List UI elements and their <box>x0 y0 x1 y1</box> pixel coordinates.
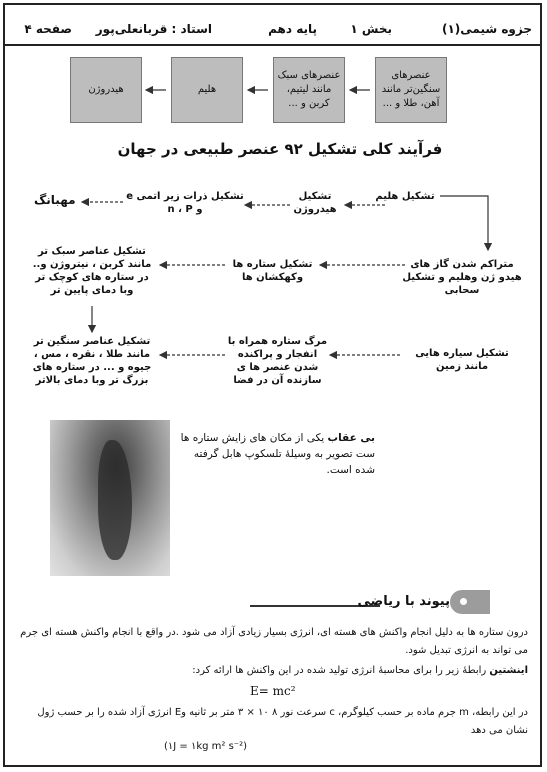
node-stars: تشکیل ستاره ها وکهکشان ها <box>232 259 313 283</box>
arrow-d4 <box>440 196 488 250</box>
equation: E= mc² <box>250 684 296 698</box>
node-planets: تشکیل سیاره هایی مانند زمین <box>415 348 509 372</box>
einstein-name: اینشتین <box>489 665 528 676</box>
unit-definition: (۱J = ۱kg m² s⁻²) <box>164 741 247 752</box>
caption-bold: بی عقاب <box>327 432 375 444</box>
flow-box-helium: هلیم <box>171 57 243 123</box>
node-helium: تشکیل هلیم <box>375 191 435 202</box>
diagram-title: فرآیند کلی تشکیل ۹۲ عنصر طبیعی در جهان <box>117 140 443 158</box>
node-light-elements: تشکیل عناصر سبک تر مانند کربن ، نیتروژن و.. در ستاره های کوچک تر وبا دمای پایین تر <box>32 246 152 296</box>
flow-box-light: عنصرهای سبک مانند لیتیم، کربن و ... <box>273 57 345 123</box>
section-heading <box>250 590 490 614</box>
flow-box-hydrogen: هیدروژن <box>70 57 142 123</box>
grade-label: پایه دهم <box>268 22 317 36</box>
tag-icon <box>450 590 490 614</box>
eagle-nebula-image <box>50 420 170 576</box>
node-hydrogen: تشکیل هیدروژن <box>293 191 337 215</box>
section-label: بخش ۱ <box>350 22 392 36</box>
teacher-label: استاد : قربانعلی‌پور <box>95 22 212 36</box>
section-title: پیوند با ریاضی <box>357 594 450 609</box>
flow-box-heavy: عنصرهای سنگین‌تر مانند آهن، طلا و ... <box>375 57 447 123</box>
node-heavy-elements: تشکیل عناصر سنگین تر مانند طلا ، نقره ، مس ، جیوه و ... در ستاره های بزرگ تر وبا دمای بالاتر <box>32 336 152 386</box>
booklet-title: جزوه شیمی(۱) <box>441 22 532 36</box>
node-subatomic: تشکیل ذرات زیر اتمی e و n ، P <box>126 191 244 215</box>
image-caption <box>175 430 375 478</box>
caption-text: یکی از مکان های زایش ستاره ها ست تصویر به وسیلهٔ تلسکوپ هابل گرفته شده است. <box>180 432 375 476</box>
paragraph-3: در این رابطه، m جرم ماده بر حسب کیلوگرم، c سرعت نور ۸ ۱۰ × ۳ متر بر ثانیه وE انرژی آزاد شده را بر حسب ژول نشان می دهد <box>37 707 528 736</box>
node-nebula: متراکم شدن گاز های هیدو ژن وهلیم و تشکیل سحابی <box>402 259 522 296</box>
node-big-bang: مهبانگ <box>34 193 76 207</box>
paragraph-2 <box>14 662 528 680</box>
node-star-death: مرگ ستاره همراه با انفجار و پراکنده شدن عنصر ها ی سازنده آن در فضا <box>227 336 328 386</box>
page-number: صفحه ۴ <box>24 22 72 36</box>
paragraph-2-text: رابطهٔ زیر را برای محاسبهٔ انرژی تولید شده در این واکنش ها ارائه کرد: <box>192 665 490 676</box>
paragraph-1: درون ستاره ها به دلیل انجام واکنش های هسته ای، انرژی بسیار زیادی آزاد می شود .در واقع با انجام واکنش هسته ای جرم می تواند به انرژی تبدیل شود. <box>20 627 528 656</box>
